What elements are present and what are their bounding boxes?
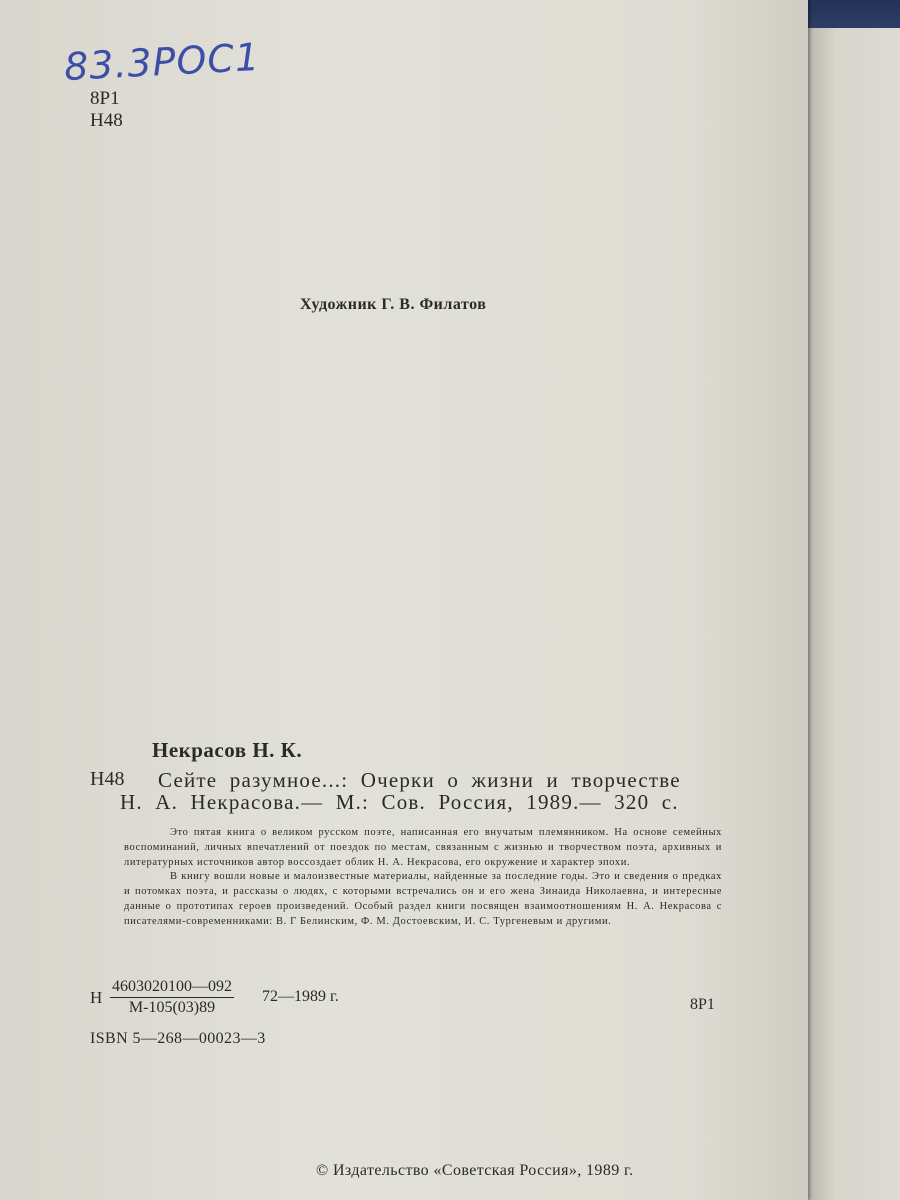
- title-line-1: Сейте разумное...: Очерки о жизни и творчестве: [158, 768, 681, 792]
- adjacent-page: [806, 28, 900, 1200]
- isbn: ISBN 5—268—00023—3: [90, 1030, 266, 1047]
- abstract-paragraph-1: Это пятая книга о великом русском поэте, написанная его внучатым племянником. На основе семейных воспоминаний, личных впечатлений от поездок по местам, связанным с жизнью и творчеством поэта, архивных и литературных источников автор воссоздает облик Н. А. Некрасова, его окружение и характер эпохи.: [124, 827, 722, 868]
- handwritten-note: 83.3РОС1: [62, 34, 262, 90]
- library-code-2: Н48: [90, 110, 123, 131]
- abstract: [124, 826, 722, 930]
- library-code-1: 8Р1: [90, 88, 120, 109]
- bbk-code: 8Р1: [690, 996, 715, 1013]
- index-letter: Н: [90, 988, 103, 1007]
- index-suffix: 72—1989 г.: [262, 988, 339, 1005]
- catalog-mark: Н48: [90, 768, 125, 790]
- abstract-paragraph-2: В книгу вошли новые и малоизвестные материалы, найденные за последние годы. Это и сведения о предках и потомках поэта, и рассказы о людях, с которыми встречались он и его жена Зинаида Николаевна, и интересные данные о прототипах героев произведений. Особый раздел книги посвящен взаимоотношениям Н. А. Некрасова с писателями-современниками: В. Г Белинским, Ф. М. Достоевским, И. С. Тургеневым и другими.: [124, 871, 722, 927]
- index-numerator: 4603020100—092: [110, 978, 234, 998]
- artist-credit: Художник Г. В. Филатов: [300, 296, 487, 313]
- publication-index-fraction: [110, 978, 234, 1017]
- copyright-line: © Издательство «Советская Россия», 1989 г.: [316, 1162, 634, 1179]
- author-name: Некрасов Н. К.: [152, 738, 303, 762]
- index-denominator: М-105(03)89: [128, 999, 216, 1016]
- title-line-2: Н. А. Некрасова.— М.: Сов. Россия, 1989.— 320 с.: [120, 790, 679, 814]
